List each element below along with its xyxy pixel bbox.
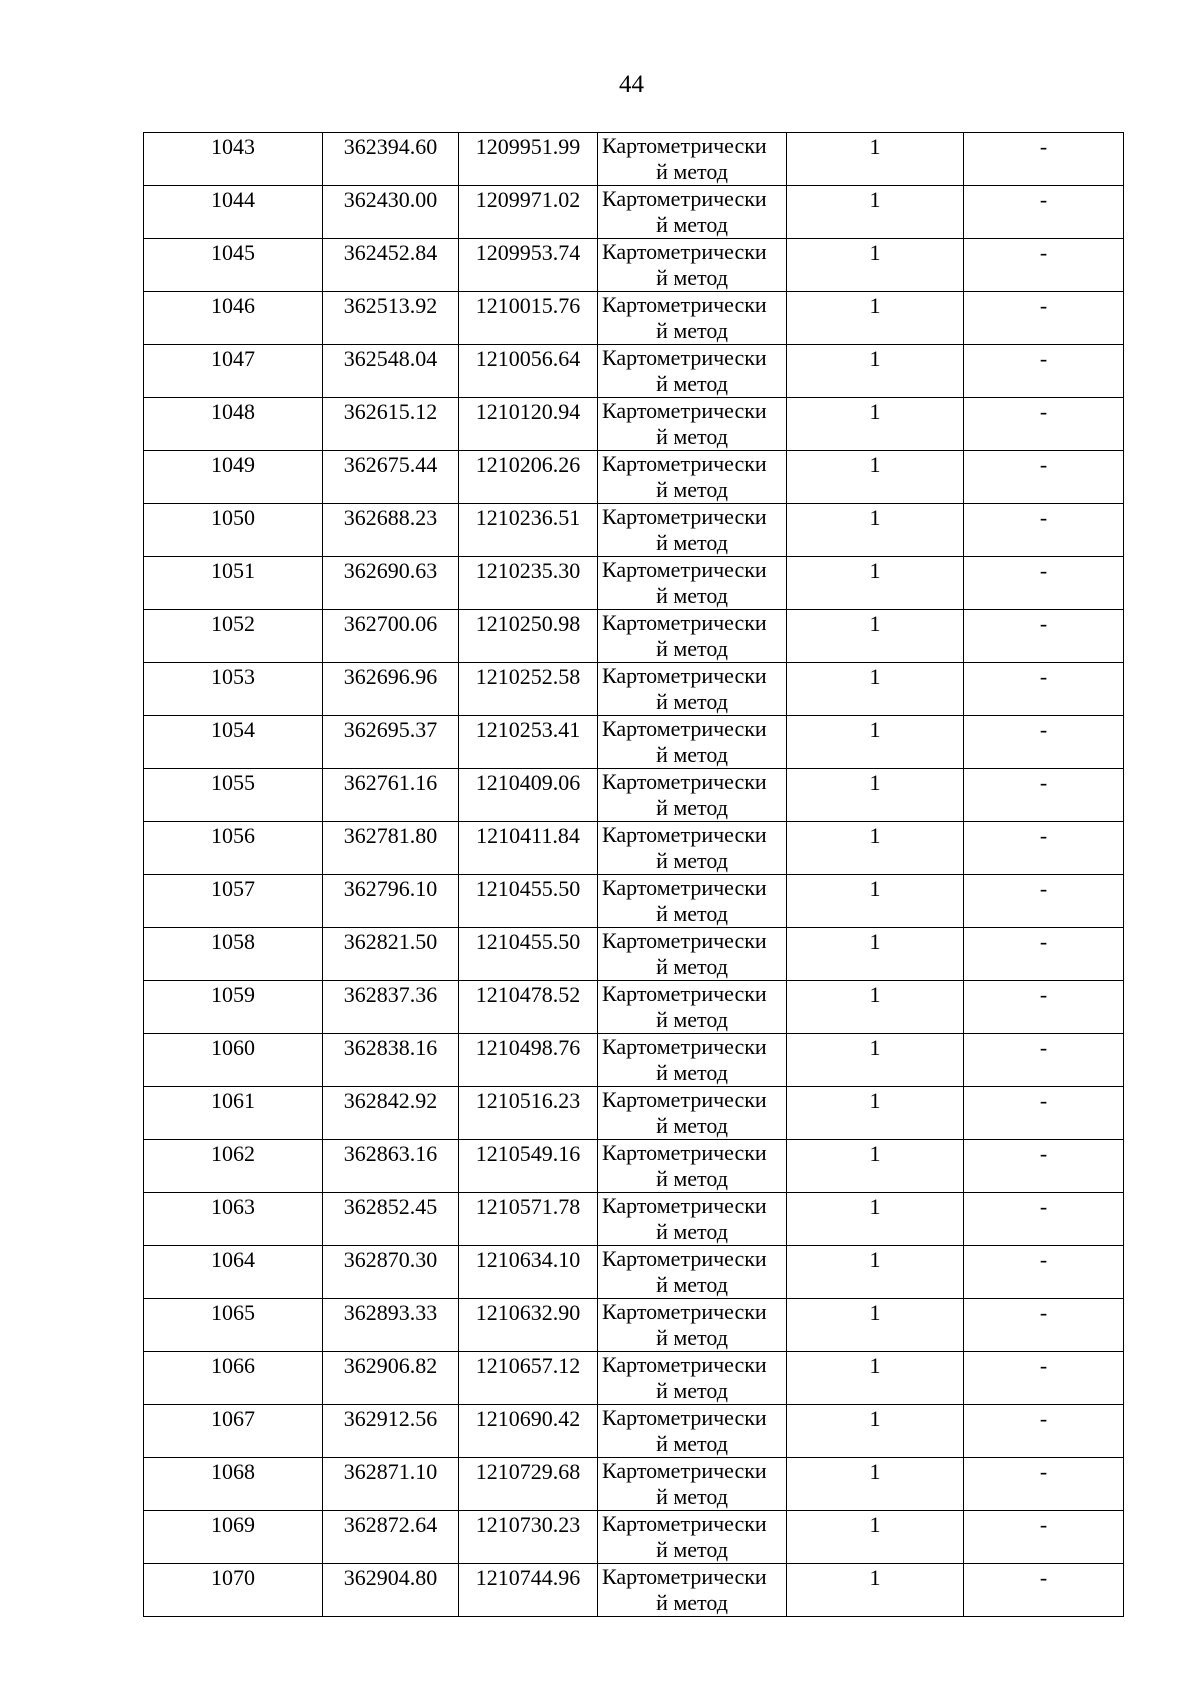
y-coordinate-cell: 1210549.16 <box>459 1140 598 1193</box>
x-coordinate-cell: 362838.16 <box>323 1034 459 1087</box>
y-coordinate-cell: 1210744.96 <box>459 1564 598 1617</box>
method-text-line2: й метод <box>656 1484 728 1509</box>
note-cell: - <box>964 1352 1124 1405</box>
method-text-line1: Картометрически <box>602 716 767 741</box>
precision-cell: 1 <box>787 1193 964 1246</box>
table-row <box>144 345 1124 398</box>
method-text-line2: й метод <box>656 1590 728 1615</box>
table-row <box>144 557 1124 610</box>
y-coordinate-cell: 1210120.94 <box>459 398 598 451</box>
table-row <box>144 451 1124 504</box>
note-cell: - <box>964 186 1124 239</box>
page-number: 44 <box>619 71 644 98</box>
y-coordinate-cell: 1209971.02 <box>459 186 598 239</box>
note-cell: - <box>964 928 1124 981</box>
y-coordinate-cell: 1209951.99 <box>459 133 598 186</box>
x-coordinate-cell: 362821.50 <box>323 928 459 981</box>
note-cell: - <box>964 451 1124 504</box>
method-cell <box>598 981 787 1034</box>
precision-cell: 1 <box>787 1034 964 1087</box>
note-cell: - <box>964 1458 1124 1511</box>
table-row <box>144 1246 1124 1299</box>
precision-cell: 1 <box>787 239 964 292</box>
method-cell <box>598 1246 787 1299</box>
note-cell: - <box>964 133 1124 186</box>
x-coordinate-cell: 362871.10 <box>323 1458 459 1511</box>
y-coordinate-cell: 1210632.90 <box>459 1299 598 1352</box>
note-cell: - <box>964 345 1124 398</box>
point-id-cell: 1049 <box>144 451 323 504</box>
method-text-line2: й метод <box>656 636 728 661</box>
x-coordinate-cell: 362394.60 <box>323 133 459 186</box>
table-row <box>144 239 1124 292</box>
table-row <box>144 1034 1124 1087</box>
method-text-line2: й метод <box>656 1219 728 1244</box>
table-row <box>144 1564 1124 1617</box>
method-cell <box>598 398 787 451</box>
method-cell <box>598 239 787 292</box>
method-text-line1: Картометрически <box>602 981 767 1006</box>
precision-cell: 1 <box>787 292 964 345</box>
note-cell: - <box>964 1193 1124 1246</box>
method-cell <box>598 663 787 716</box>
y-coordinate-cell: 1210250.98 <box>459 610 598 663</box>
method-text-line2: й метод <box>656 1272 728 1297</box>
precision-cell: 1 <box>787 1352 964 1405</box>
method-text-line2: й метод <box>656 954 728 979</box>
method-text-line2: й метод <box>656 1113 728 1138</box>
point-id-cell: 1070 <box>144 1564 323 1617</box>
x-coordinate-cell: 362513.92 <box>323 292 459 345</box>
note-cell: - <box>964 1405 1124 1458</box>
method-text-line2: й метод <box>656 424 728 449</box>
note-cell: - <box>964 557 1124 610</box>
y-coordinate-cell: 1210411.84 <box>459 822 598 875</box>
note-cell: - <box>964 1246 1124 1299</box>
method-text-line1: Картометрически <box>602 928 767 953</box>
y-coordinate-cell: 1210657.12 <box>459 1352 598 1405</box>
note-cell: - <box>964 981 1124 1034</box>
point-id-cell: 1048 <box>144 398 323 451</box>
method-cell <box>598 133 787 186</box>
method-cell <box>598 1352 787 1405</box>
method-text-line2: й метод <box>656 901 728 926</box>
point-id-cell: 1053 <box>144 663 323 716</box>
method-text-line2: й метод <box>656 371 728 396</box>
table-row <box>144 504 1124 557</box>
point-id-cell: 1052 <box>144 610 323 663</box>
x-coordinate-cell: 362761.16 <box>323 769 459 822</box>
x-coordinate-cell: 362893.33 <box>323 1299 459 1352</box>
table-row <box>144 1193 1124 1246</box>
method-text-line1: Картометрически <box>602 663 767 688</box>
y-coordinate-cell: 1210516.23 <box>459 1087 598 1140</box>
method-text-line1: Картометрически <box>602 451 767 476</box>
point-id-cell: 1045 <box>144 239 323 292</box>
table-row <box>144 1511 1124 1564</box>
y-coordinate-cell: 1210236.51 <box>459 504 598 557</box>
note-cell: - <box>964 822 1124 875</box>
method-text-line2: й метод <box>656 1166 728 1191</box>
note-cell: - <box>964 398 1124 451</box>
y-coordinate-cell: 1210729.68 <box>459 1458 598 1511</box>
method-text-line1: Картометрически <box>602 1087 767 1112</box>
x-coordinate-cell: 362615.12 <box>323 398 459 451</box>
y-coordinate-cell: 1210206.26 <box>459 451 598 504</box>
method-text-line1: Картометрически <box>602 1511 767 1536</box>
y-coordinate-cell: 1210056.64 <box>459 345 598 398</box>
y-coordinate-cell: 1210455.50 <box>459 928 598 981</box>
x-coordinate-cell: 362837.36 <box>323 981 459 1034</box>
method-text-line2: й метод <box>656 1431 728 1456</box>
y-coordinate-cell: 1210730.23 <box>459 1511 598 1564</box>
x-coordinate-cell: 362912.56 <box>323 1405 459 1458</box>
precision-cell: 1 <box>787 1246 964 1299</box>
table-row <box>144 1405 1124 1458</box>
table-row <box>144 1458 1124 1511</box>
note-cell: - <box>964 1564 1124 1617</box>
point-id-cell: 1062 <box>144 1140 323 1193</box>
point-id-cell: 1051 <box>144 557 323 610</box>
table-row <box>144 133 1124 186</box>
method-text-line2: й метод <box>656 742 728 767</box>
method-text-line2: й метод <box>656 795 728 820</box>
y-coordinate-cell: 1209953.74 <box>459 239 598 292</box>
precision-cell: 1 <box>787 822 964 875</box>
point-id-cell: 1043 <box>144 133 323 186</box>
method-text-line2: й метод <box>656 1378 728 1403</box>
method-text-line1: Картометрически <box>602 398 767 423</box>
point-id-cell: 1054 <box>144 716 323 769</box>
y-coordinate-cell: 1210690.42 <box>459 1405 598 1458</box>
precision-cell: 1 <box>787 610 964 663</box>
precision-cell: 1 <box>787 663 964 716</box>
precision-cell: 1 <box>787 1087 964 1140</box>
coordinates-table <box>143 132 1124 1617</box>
precision-cell: 1 <box>787 186 964 239</box>
x-coordinate-cell: 362904.80 <box>323 1564 459 1617</box>
y-coordinate-cell: 1210235.30 <box>459 557 598 610</box>
point-id-cell: 1050 <box>144 504 323 557</box>
method-text-line1: Картометрически <box>602 1405 767 1430</box>
table-row <box>144 981 1124 1034</box>
precision-cell: 1 <box>787 345 964 398</box>
x-coordinate-cell: 362675.44 <box>323 451 459 504</box>
point-id-cell: 1065 <box>144 1299 323 1352</box>
method-cell <box>598 186 787 239</box>
y-coordinate-cell: 1210409.06 <box>459 769 598 822</box>
method-text-line2: й метод <box>656 530 728 555</box>
precision-cell: 1 <box>787 981 964 1034</box>
method-text-line2: й метод <box>656 1007 728 1032</box>
note-cell: - <box>964 1299 1124 1352</box>
precision-cell: 1 <box>787 769 964 822</box>
method-text-line1: Картометрически <box>602 1246 767 1271</box>
table-row <box>144 928 1124 981</box>
y-coordinate-cell: 1210252.58 <box>459 663 598 716</box>
note-cell: - <box>964 716 1124 769</box>
method-text-line1: Картометрически <box>602 610 767 635</box>
x-coordinate-cell: 362906.82 <box>323 1352 459 1405</box>
x-coordinate-cell: 362430.00 <box>323 186 459 239</box>
method-text-line1: Картометрически <box>602 769 767 794</box>
precision-cell: 1 <box>787 1299 964 1352</box>
precision-cell: 1 <box>787 451 964 504</box>
method-cell <box>598 716 787 769</box>
precision-cell: 1 <box>787 1405 964 1458</box>
method-text-line1: Картометрически <box>602 557 767 582</box>
table-row <box>144 398 1124 451</box>
method-text-line1: Картометрически <box>602 133 767 158</box>
precision-cell: 1 <box>787 716 964 769</box>
point-id-cell: 1044 <box>144 186 323 239</box>
method-cell <box>598 292 787 345</box>
y-coordinate-cell: 1210253.41 <box>459 716 598 769</box>
y-coordinate-cell: 1210571.78 <box>459 1193 598 1246</box>
precision-cell: 1 <box>787 1564 964 1617</box>
point-id-cell: 1069 <box>144 1511 323 1564</box>
method-cell <box>598 928 787 981</box>
y-coordinate-cell: 1210634.10 <box>459 1246 598 1299</box>
method-text-line1: Картометрически <box>602 239 767 264</box>
y-coordinate-cell: 1210015.76 <box>459 292 598 345</box>
x-coordinate-cell: 362872.64 <box>323 1511 459 1564</box>
note-cell: - <box>964 769 1124 822</box>
method-text-line2: й метод <box>656 159 728 184</box>
point-id-cell: 1067 <box>144 1405 323 1458</box>
x-coordinate-cell: 362700.06 <box>323 610 459 663</box>
method-text-line1: Картометрически <box>602 822 767 847</box>
table-row <box>144 1140 1124 1193</box>
method-cell <box>598 1034 787 1087</box>
y-coordinate-cell: 1210498.76 <box>459 1034 598 1087</box>
method-text-line1: Картометрически <box>602 186 767 211</box>
method-text-line2: й метод <box>656 477 728 502</box>
precision-cell: 1 <box>787 1140 964 1193</box>
point-id-cell: 1064 <box>144 1246 323 1299</box>
method-text-line2: й метод <box>656 1060 728 1085</box>
precision-cell: 1 <box>787 1458 964 1511</box>
point-id-cell: 1063 <box>144 1193 323 1246</box>
point-id-cell: 1057 <box>144 875 323 928</box>
x-coordinate-cell: 362842.92 <box>323 1087 459 1140</box>
y-coordinate-cell: 1210455.50 <box>459 875 598 928</box>
table-row <box>144 663 1124 716</box>
x-coordinate-cell: 362870.30 <box>323 1246 459 1299</box>
point-id-cell: 1058 <box>144 928 323 981</box>
point-id-cell: 1055 <box>144 769 323 822</box>
method-cell <box>598 557 787 610</box>
x-coordinate-cell: 362690.63 <box>323 557 459 610</box>
table-row <box>144 875 1124 928</box>
point-id-cell: 1066 <box>144 1352 323 1405</box>
method-text-line2: й метод <box>656 1537 728 1562</box>
x-coordinate-cell: 362548.04 <box>323 345 459 398</box>
y-coordinate-cell: 1210478.52 <box>459 981 598 1034</box>
table-row <box>144 610 1124 663</box>
method-cell <box>598 1193 787 1246</box>
note-cell: - <box>964 875 1124 928</box>
table-row <box>144 1087 1124 1140</box>
x-coordinate-cell: 362688.23 <box>323 504 459 557</box>
point-id-cell: 1046 <box>144 292 323 345</box>
table-row <box>144 292 1124 345</box>
method-cell <box>598 504 787 557</box>
method-text-line2: й метод <box>656 848 728 873</box>
precision-cell: 1 <box>787 1511 964 1564</box>
method-cell <box>598 1458 787 1511</box>
method-cell <box>598 1405 787 1458</box>
note-cell: - <box>964 1140 1124 1193</box>
method-text-line1: Картометрически <box>602 875 767 900</box>
point-id-cell: 1060 <box>144 1034 323 1087</box>
table-row <box>144 1352 1124 1405</box>
precision-cell: 1 <box>787 928 964 981</box>
method-text-line1: Картометрически <box>602 1193 767 1218</box>
point-id-cell: 1056 <box>144 822 323 875</box>
x-coordinate-cell: 362781.80 <box>323 822 459 875</box>
method-text-line1: Картометрически <box>602 1034 767 1059</box>
method-text-line2: й метод <box>656 318 728 343</box>
method-cell <box>598 1140 787 1193</box>
method-cell <box>598 451 787 504</box>
precision-cell: 1 <box>787 504 964 557</box>
method-text-line1: Картометрически <box>602 1458 767 1483</box>
precision-cell: 1 <box>787 875 964 928</box>
method-text-line1: Картометрически <box>602 1352 767 1377</box>
table-row <box>144 716 1124 769</box>
coordinates-table-body <box>144 133 1124 1617</box>
method-text-line2: й метод <box>656 689 728 714</box>
x-coordinate-cell: 362695.37 <box>323 716 459 769</box>
point-id-cell: 1061 <box>144 1087 323 1140</box>
note-cell: - <box>964 1511 1124 1564</box>
x-coordinate-cell: 362863.16 <box>323 1140 459 1193</box>
method-text-line1: Картометрически <box>602 504 767 529</box>
method-text-line1: Картометрически <box>602 345 767 370</box>
note-cell: - <box>964 663 1124 716</box>
table-row <box>144 186 1124 239</box>
method-cell <box>598 875 787 928</box>
note-cell: - <box>964 504 1124 557</box>
method-text-line1: Картометрически <box>602 1299 767 1324</box>
note-cell: - <box>964 292 1124 345</box>
method-text-line1: Картометрически <box>602 1140 767 1165</box>
method-text-line2: й метод <box>656 265 728 290</box>
note-cell: - <box>964 1087 1124 1140</box>
method-text-line1: Картометрически <box>602 292 767 317</box>
point-id-cell: 1068 <box>144 1458 323 1511</box>
x-coordinate-cell: 362852.45 <box>323 1193 459 1246</box>
method-cell <box>598 1299 787 1352</box>
precision-cell: 1 <box>787 557 964 610</box>
method-cell <box>598 822 787 875</box>
note-cell: - <box>964 239 1124 292</box>
table-row <box>144 1299 1124 1352</box>
method-cell <box>598 769 787 822</box>
method-cell <box>598 345 787 398</box>
method-cell <box>598 610 787 663</box>
method-text-line2: й метод <box>656 583 728 608</box>
method-text-line2: й метод <box>656 212 728 237</box>
precision-cell: 1 <box>787 133 964 186</box>
x-coordinate-cell: 362696.96 <box>323 663 459 716</box>
point-id-cell: 1047 <box>144 345 323 398</box>
note-cell: - <box>964 610 1124 663</box>
x-coordinate-cell: 362796.10 <box>323 875 459 928</box>
method-cell <box>598 1511 787 1564</box>
method-cell <box>598 1564 787 1617</box>
table-row <box>144 769 1124 822</box>
point-id-cell: 1059 <box>144 981 323 1034</box>
precision-cell: 1 <box>787 398 964 451</box>
table-row <box>144 822 1124 875</box>
method-text-line2: й метод <box>656 1325 728 1350</box>
method-cell <box>598 1087 787 1140</box>
x-coordinate-cell: 362452.84 <box>323 239 459 292</box>
note-cell: - <box>964 1034 1124 1087</box>
method-text-line1: Картометрически <box>602 1564 767 1589</box>
